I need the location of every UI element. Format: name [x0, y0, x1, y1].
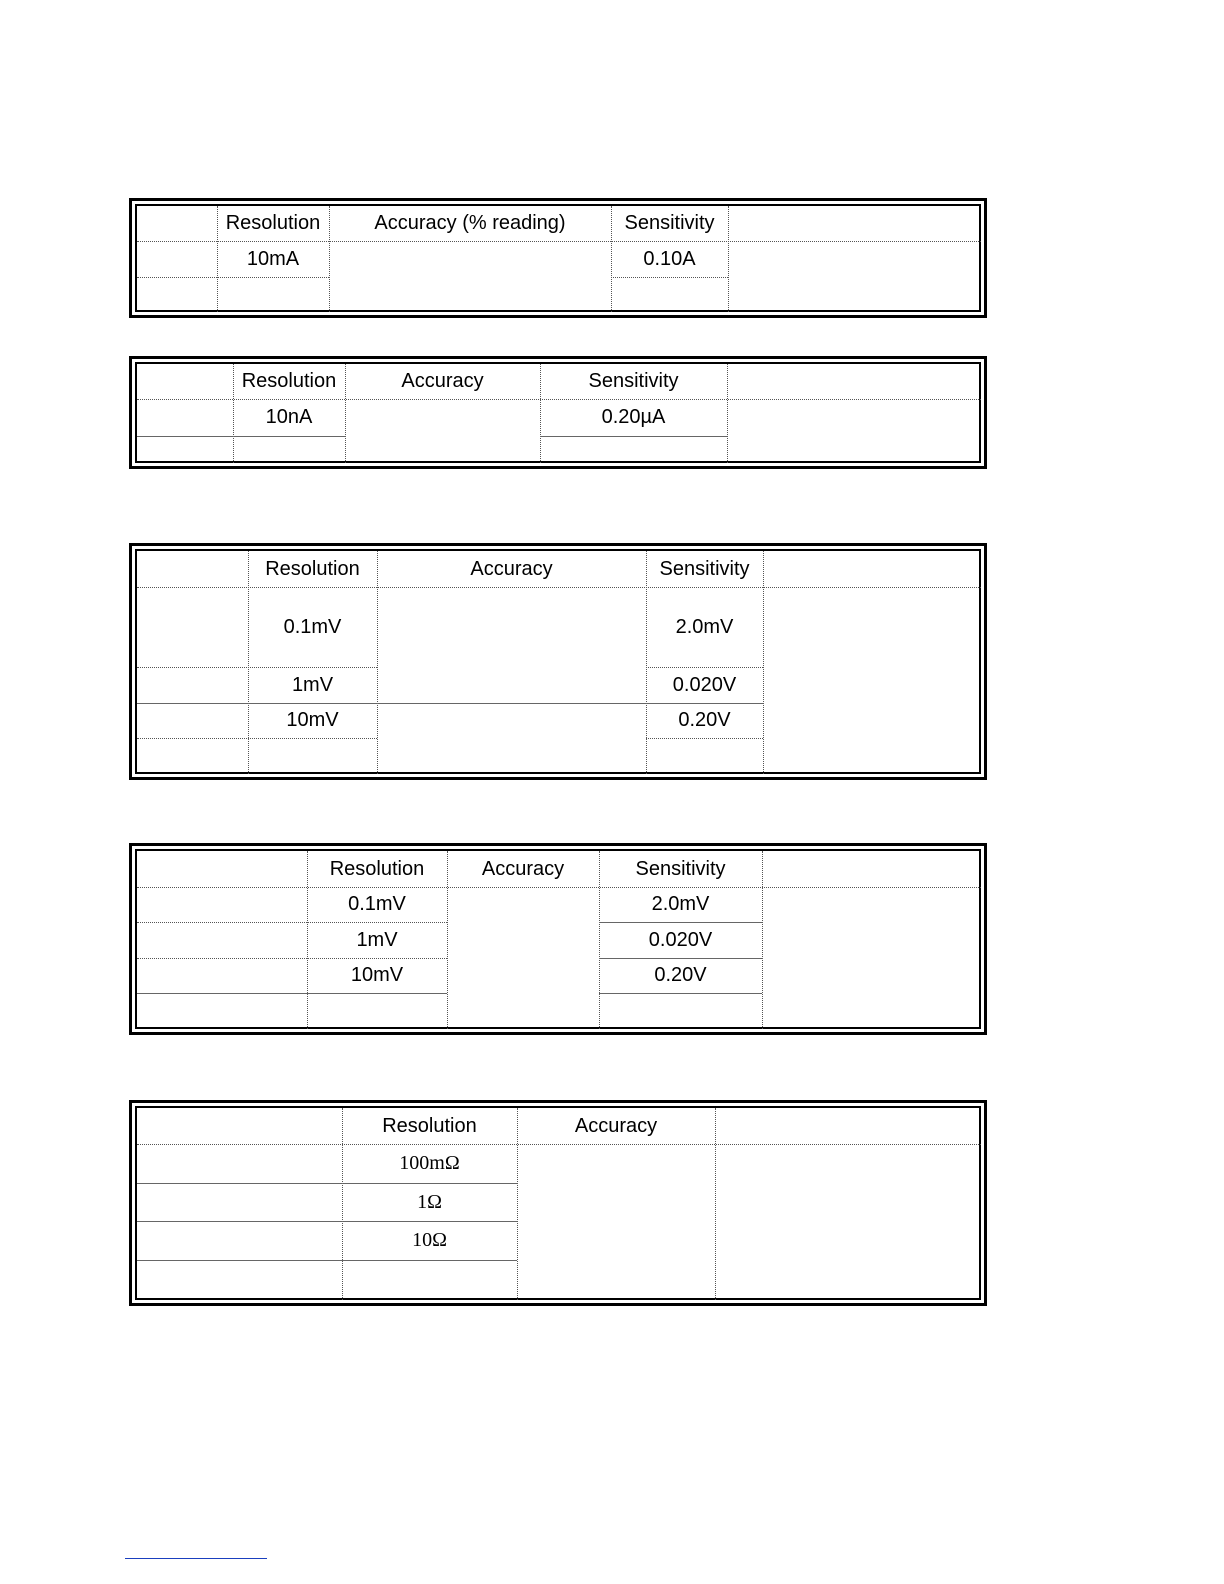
sensitivity-value: 0.20µA	[601, 406, 666, 428]
header-sensitivity: Sensitivity	[624, 212, 715, 234]
resolution-value: 0.1mV	[348, 893, 406, 915]
header-accuracy: Accuracy	[401, 370, 484, 392]
header-sensitivity: Sensitivity	[588, 370, 679, 392]
spec-table-5	[129, 1100, 987, 1306]
sensitivity-value: 2.0mV	[675, 615, 734, 638]
header-resolution: Resolution	[382, 1114, 477, 1137]
header-accuracy: Accuracy (% reading)	[374, 212, 566, 234]
header-sensitivity: Sensitivity	[635, 857, 726, 880]
spec-table-1	[129, 198, 987, 318]
resolution-value: 1Ω	[417, 1190, 442, 1213]
spec-table-2	[129, 356, 987, 469]
footnote-separator	[125, 1558, 267, 1559]
header-accuracy: Accuracy	[470, 557, 553, 580]
header-accuracy: Accuracy	[574, 1114, 658, 1137]
sensitivity-value: 0.20V	[654, 964, 707, 986]
header-resolution: Resolution	[329, 857, 425, 880]
resolution-value: 10mV	[350, 964, 404, 986]
sensitivity-value: 0.20V	[678, 709, 731, 731]
header-resolution: Resolution	[225, 212, 321, 234]
resolution-value: 10nA	[265, 406, 313, 428]
resolution-value: 100mΩ	[399, 1152, 460, 1174]
sensitivity-value: 0.020V	[648, 928, 713, 951]
header-sensitivity: Sensitivity	[659, 557, 750, 580]
spec-table-3	[129, 543, 987, 780]
resolution-value: 10Ω	[412, 1229, 447, 1251]
header-resolution: Resolution	[241, 370, 337, 392]
sensitivity-value: 2.0mV	[651, 893, 710, 915]
resolution-value: 1mV	[356, 928, 398, 951]
resolution-value: 0.1mV	[283, 615, 342, 638]
spec-table-4	[129, 843, 987, 1035]
resolution-value: 1mV	[291, 673, 334, 696]
sensitivity-value: 0.10A	[643, 247, 696, 270]
sensitivity-value: 0.020V	[672, 673, 737, 696]
resolution-value: 10mV	[286, 709, 339, 731]
header-accuracy: Accuracy	[481, 857, 565, 880]
resolution-value: 10mA	[246, 247, 300, 270]
header-resolution: Resolution	[265, 557, 360, 580]
